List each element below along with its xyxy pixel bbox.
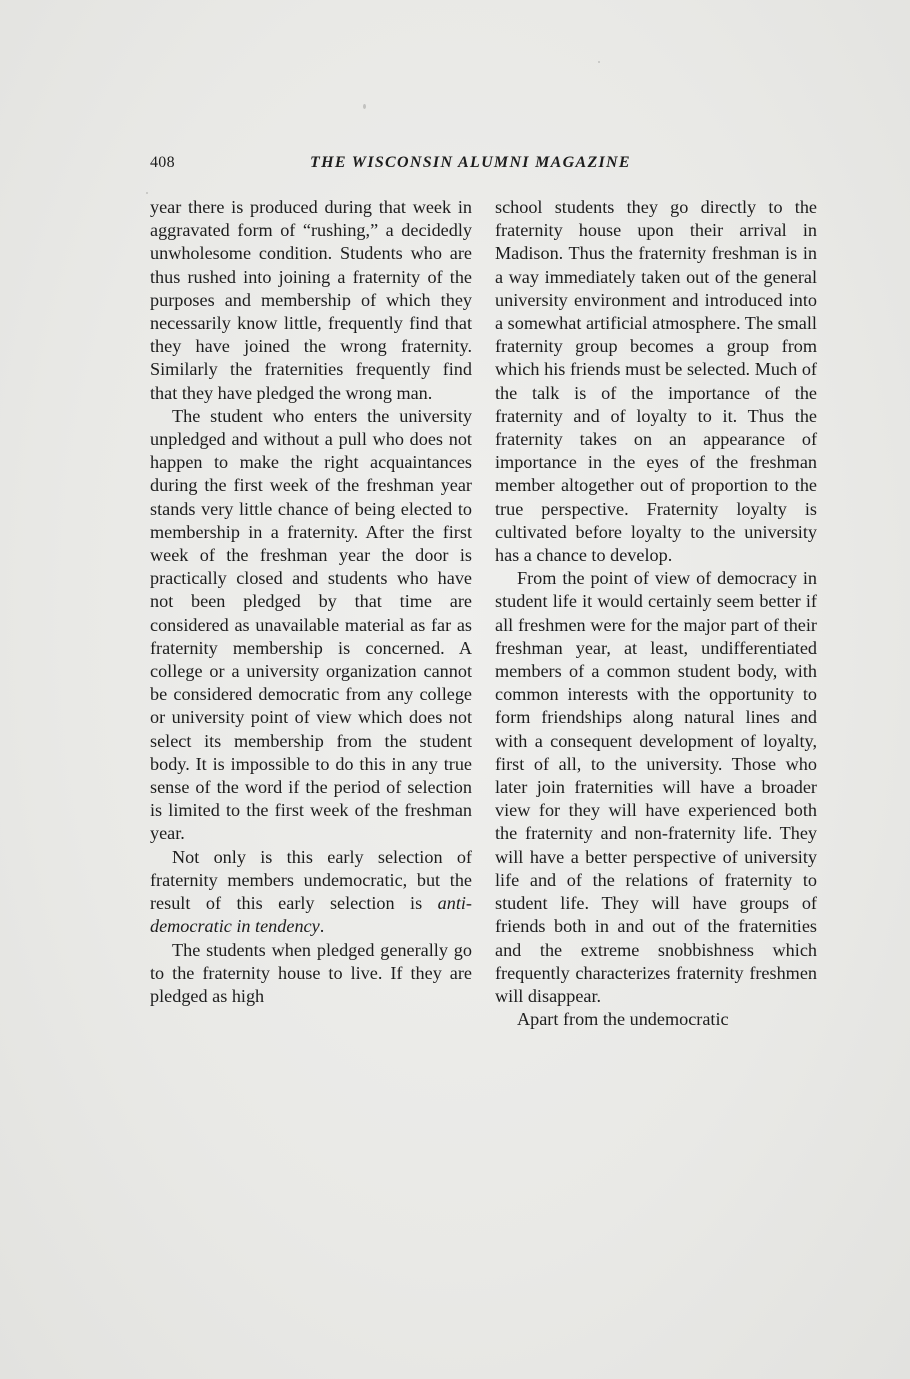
right-column <box>495 196 817 1031</box>
paper-speck <box>146 192 148 194</box>
paragraph-text: Not only is this early selection of fraternity members undemocratic, but the result of this early selection is <box>150 846 472 914</box>
paragraph: school students they go directly to the fraternity house upon their arrival in Madison. Thus the fraternity freshman is in a way immediately taken out of the general university environment and introduced into a somewhat artificial atmosphere. The small fraternity group becomes a group from which his friends must be selected. Much of the talk is of the importance of the fraternity and of loyalty to it. Thus the fraternity takes on an appearance of importance in the eyes of the freshman member altogether out of proportion to the true perspective. Fraternity loyalty is cultivated before loyalty to the university has a chance to develop. <box>495 197 817 566</box>
left-column <box>150 196 472 1008</box>
paragraph <box>150 846 472 939</box>
paragraph: The student who enters the university unpledged and without a pull who does not happen to make the right acquaintances during the first week of the freshman year stands very little chance of being elected to membership in a fraternity. After the first week of the freshman year the door is practically closed and students who have not been pledged by that time are considered as unavailable material as far as fraternity membership is concerned. A college or a university organization cannot be considered democratic from any college or university point of view which does not select its membership from the student body. It is impossible to do this in any true sense of the word if the period of selection is limited to the first week of the freshman year. <box>150 405 472 844</box>
paragraph: Apart from the undemocratic <box>517 1009 729 1030</box>
paragraph: year there is produced during that week in aggravated form of “rushing,” a decidedly unwholesome condition. Students who are thus rushed into joining a fraternity of the purposes and membership of which they necessarily know little, frequently find that they have joined the wrong fraternity. Similarly the fraternities frequently find that they have pledged the wrong man. <box>150 197 472 403</box>
paragraph-end: . <box>319 916 325 937</box>
emphasis-text: anti-democratic in tendency <box>150 893 472 937</box>
paragraph: From the point of view of democracy in student life it would certainly seem better if all freshmen were for the major part of their freshman year, at least, undifferentiated members of a common student body, with common interests with the opportunity to form friendships along natural lines and with a consequent development of loyalty, first of all, to the university. Those who later join fraternities will have a broader view for they will have experienced both the fraternity and non-fraternity life. They will have a better perspective of university life and of the relations of fraternity to student life. They will have groups of friends both in and out of the fraternities and the extreme snobbishness which frequently characterizes fraternity freshmen will disappear. <box>495 568 817 1006</box>
paper-speck <box>598 61 600 63</box>
page-number: 408 <box>150 154 175 171</box>
paper-speck <box>363 104 366 109</box>
journal-title: THE WISCONSIN ALUMNI MAGAZINE <box>310 154 631 171</box>
running-head <box>150 154 820 178</box>
paragraph: The students when pledged generally go to the fraternity house to live. If they are pledged as high <box>150 939 472 1006</box>
